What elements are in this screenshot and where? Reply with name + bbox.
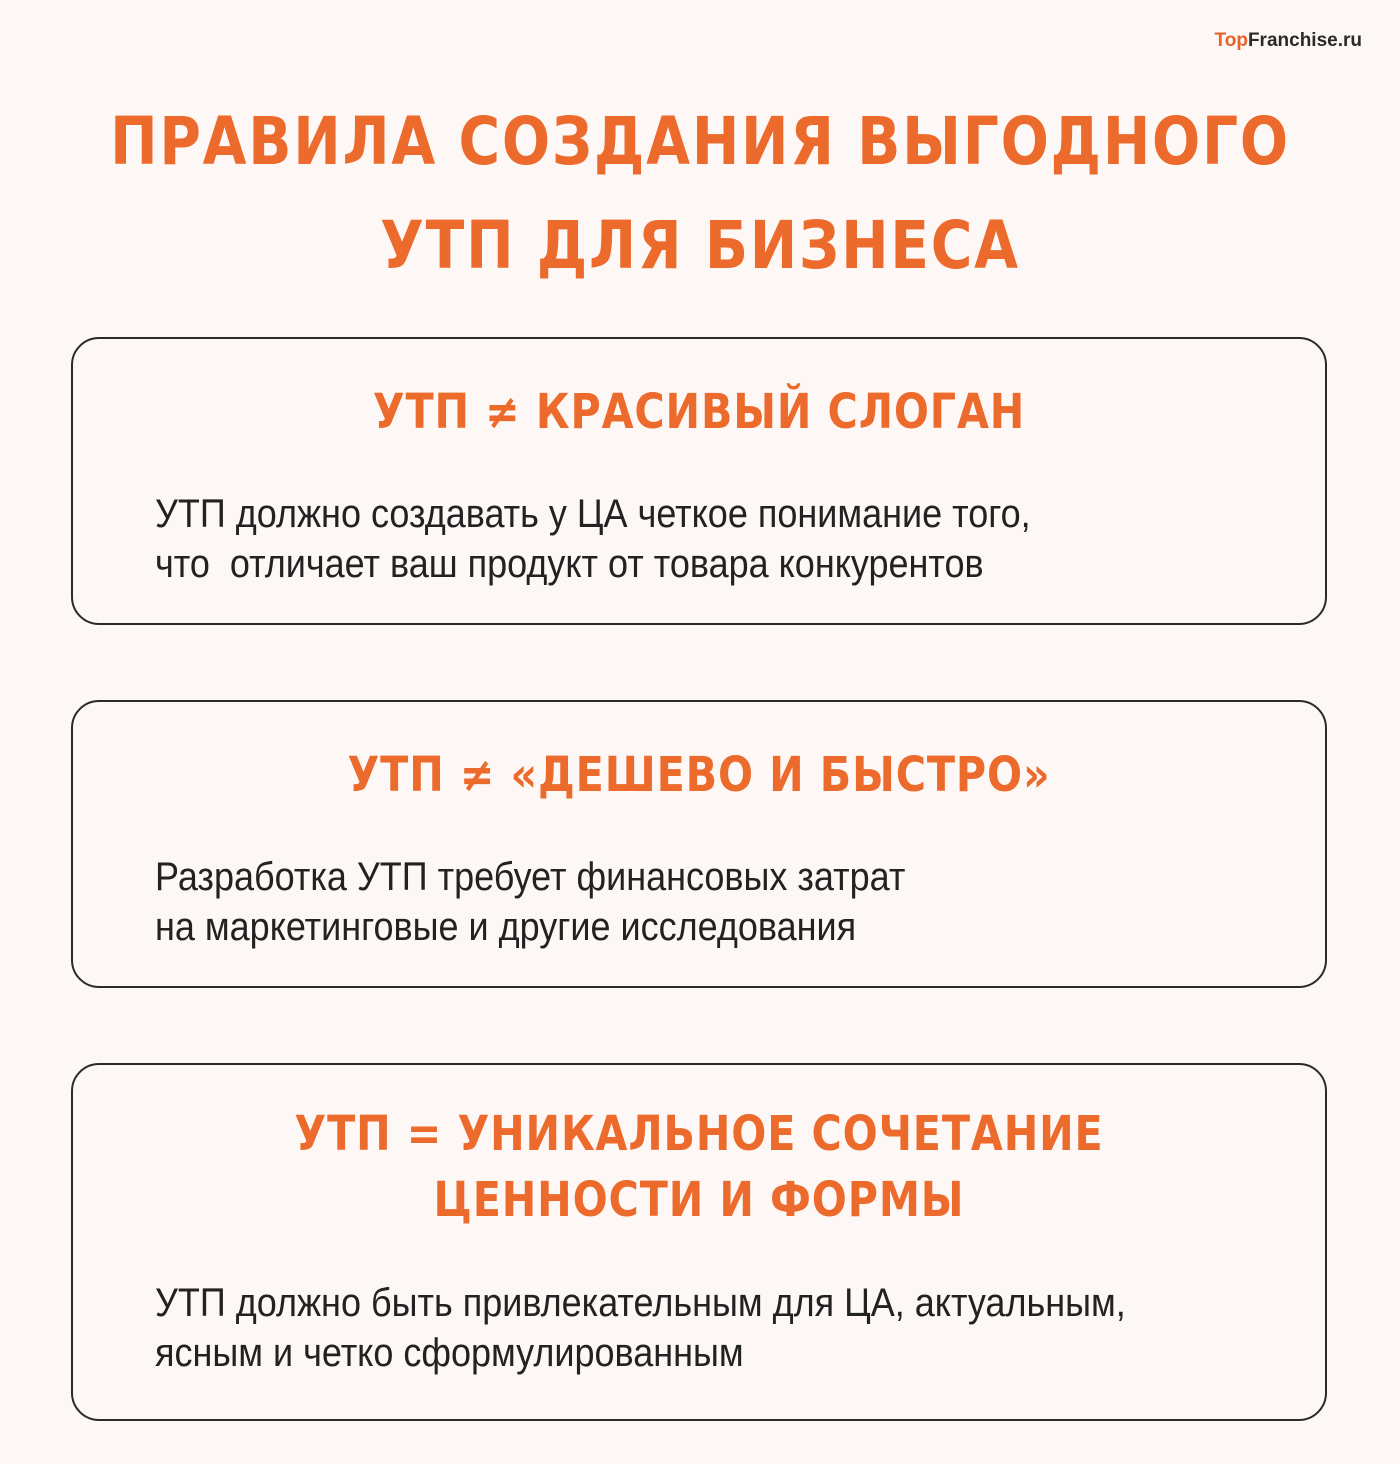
page-title-line-2: УТП ДЛЯ БИЗНЕСА [380, 207, 1020, 284]
rule-card-slogan [71, 337, 1327, 625]
rule-card-text-line: ясным и четко сформулированным [155, 1331, 744, 1375]
page-title [98, 90, 1302, 298]
rule-card-text-line: что отличает ваш продукт от товара конкурентов [155, 542, 984, 586]
rule-card-text-line: Разработка УТП требует финансовых затрат [155, 855, 906, 899]
logo-text-franchise: Franchise.ru [1247, 30, 1362, 51]
rule-card-heading-line: УТП ≠ КРАСИВЫЙ СЛОГАН [372, 384, 1026, 440]
rule-card-text [155, 489, 1163, 589]
rule-card-text-line: УТП должно быть привлекательным для ЦА, актуальным, [155, 1281, 1126, 1325]
rule-card-heading [161, 1101, 1238, 1233]
rule-card-unique-combination [71, 1063, 1327, 1421]
rule-card-heading-line: УТП ≠ «ДЕШЕВО И БЫСТРО» [347, 747, 1051, 803]
rule-card-cheap-fast [71, 700, 1327, 988]
logo-text-top: Top [1214, 30, 1248, 51]
rule-card-text [155, 1278, 1163, 1378]
rule-card-heading-line: ЦЕННОСТИ И ФОРМЫ [433, 1172, 965, 1228]
rule-card-text-line: на маркетинговые и другие исследования [155, 905, 857, 949]
rule-card-text [155, 852, 1163, 952]
rule-card-heading [161, 379, 1238, 445]
rule-card-text-line: УТП должно создавать у ЦА четкое понимание того, [155, 492, 1031, 536]
rule-card-heading [161, 742, 1238, 808]
brand-logo[interactable] [1215, 30, 1362, 52]
rule-card-heading-line: УТП = УНИКАЛЬНОЕ СОЧЕТАНИЕ [294, 1106, 1104, 1162]
page-title-line-1: ПРАВИЛА СОЗДАНИЯ ВЫГОДНОГО [110, 103, 1290, 180]
